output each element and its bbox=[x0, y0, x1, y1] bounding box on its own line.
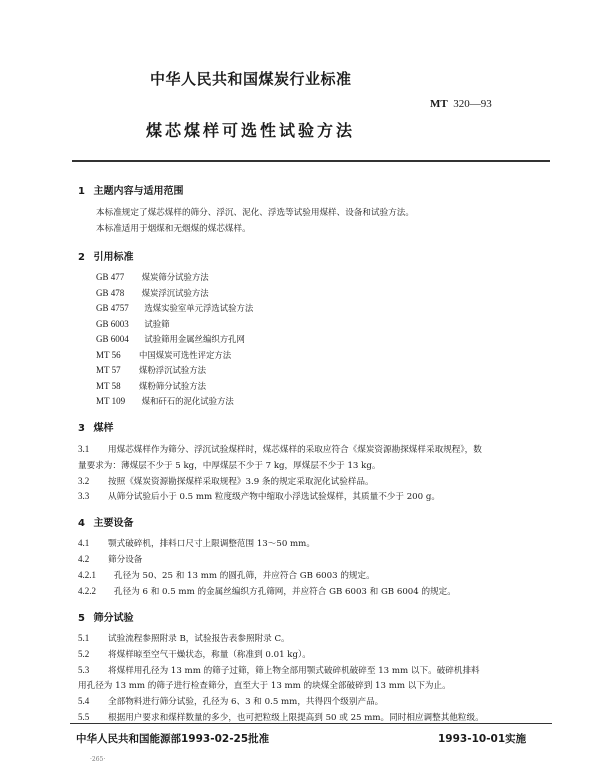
clause-3-2: 3.2 按照《煤炭资源勘探煤样采取规程》3.9 条的规定采取泥化试验样品。 bbox=[78, 476, 374, 487]
clause-5-5: 5.5 根据用户要求和煤样数量的多少，也可把粒级上限提高到 50 或 25 mm。同时相应调整其他粒级。 bbox=[78, 712, 484, 723]
reference-item: GB 4757 选煤实验室单元浮选试验方法 bbox=[96, 303, 254, 313]
reference-item: MT 58 煤粉筛分试验方法 bbox=[96, 381, 206, 391]
document-title: 煤芯煤样可选性试验方法 bbox=[146, 121, 356, 140]
clause-5-3-cont: 用孔径为 13 mm 的筛子进行检查筛分，直至大于 13 mm 的块煤全部破碎到 13 mm 以下为止。 bbox=[78, 681, 451, 691]
clause-3-1-cont: 量要求为：薄煤层不少于 5 kg，中厚煤层不少于 7 kg，厚煤层不少于 13 kg。 bbox=[78, 461, 381, 471]
reference-item: MT 56 中国煤炭可选性评定方法 bbox=[96, 350, 232, 360]
clause-5-4: 5.4 全部物料进行筛分试验，孔径为 6、3 和 0.5 mm，共得四个级别产品。 bbox=[78, 696, 384, 707]
clause-5-1: 5.1 试验流程参照附录 B，试验报告表参照附录 C。 bbox=[78, 633, 290, 644]
clause-5-2: 5.2 将煤样晾至空气干燥状态，称量（称准到 0.01 kg）。 bbox=[78, 649, 311, 660]
reference-item: GB 478 煤炭浮沉试验方法 bbox=[96, 288, 209, 298]
clause-4-2: 4.2 筛分设备 bbox=[78, 554, 143, 565]
clause-4-2-2: 4.2.2 孔径为 6 和 0.5 mm 的金属丝编织方孔筛网，并应符合 GB 6003 和 GB 6004 的规定。 bbox=[78, 586, 456, 597]
standard-code: MT 320—93 bbox=[430, 98, 492, 110]
issuing-body: 中华人民共和国煤炭行业标准 bbox=[150, 70, 352, 88]
section-1-para-1: 本标准规定了煤芯煤样的筛分、浮沉、泥化、浮选等试验用煤样、设备和试验方法。 bbox=[96, 208, 414, 218]
clause-3-3: 3.3 从筛分试验后小于 0.5 mm 粒度级产物中缩取小浮选试验煤样，其质量不少于 200 g。 bbox=[78, 491, 440, 502]
section-1-para-2: 本标准适用于烟煤和无烟煤的煤芯煤样。 bbox=[96, 224, 251, 234]
footer-divider bbox=[70, 723, 552, 724]
reference-item: GB 6003 试验筛 bbox=[96, 319, 170, 329]
section-1-heading: 1 主题内容与适用范围 bbox=[78, 186, 184, 197]
reference-item: GB 477 煤炭筛分试验方法 bbox=[96, 272, 209, 282]
page-mark: ·265· bbox=[90, 756, 106, 763]
section-2-heading: 2 引用标准 bbox=[78, 252, 134, 263]
clause-4-1: 4.1 颚式破碎机，排料口尺寸上限调整范围 13～50 mm。 bbox=[78, 538, 315, 549]
section-5-heading: 5 筛分试验 bbox=[78, 613, 134, 624]
reference-item: MT 57 煤粉浮沉试验方法 bbox=[96, 365, 206, 375]
clause-4-2-1: 4.2.1 孔径为 50、25 和 13 mm 的圆孔筛，并应符合 GB 6003 的规定。 bbox=[78, 570, 375, 581]
implementation-date: 1993-10-01实施 bbox=[438, 733, 527, 745]
section-3-heading: 3 煤样 bbox=[78, 423, 114, 434]
reference-item: GB 6004 试验筛用金属丝编织方孔网 bbox=[96, 334, 245, 344]
reference-item: MT 109 煤和矸石的泥化试验方法 bbox=[96, 396, 234, 406]
clause-5-3: 5.3 将煤样用孔径为 13 mm 的筛子过筛，筛上物全部用颚式破碎机破碎至 13 mm 以下。破碎机排料 bbox=[78, 665, 480, 676]
clause-3-1: 3.1 用煤芯煤样作为筛分、浮沉试验煤样时，煤芯煤样的采取应符合《煤炭资源勘探煤样采取规程》，数 bbox=[78, 444, 482, 455]
section-4-heading: 4 主要设备 bbox=[78, 518, 134, 529]
approval-note: 中华人民共和国能源部1993-02-25批准 bbox=[76, 733, 270, 745]
header-divider bbox=[72, 160, 550, 162]
